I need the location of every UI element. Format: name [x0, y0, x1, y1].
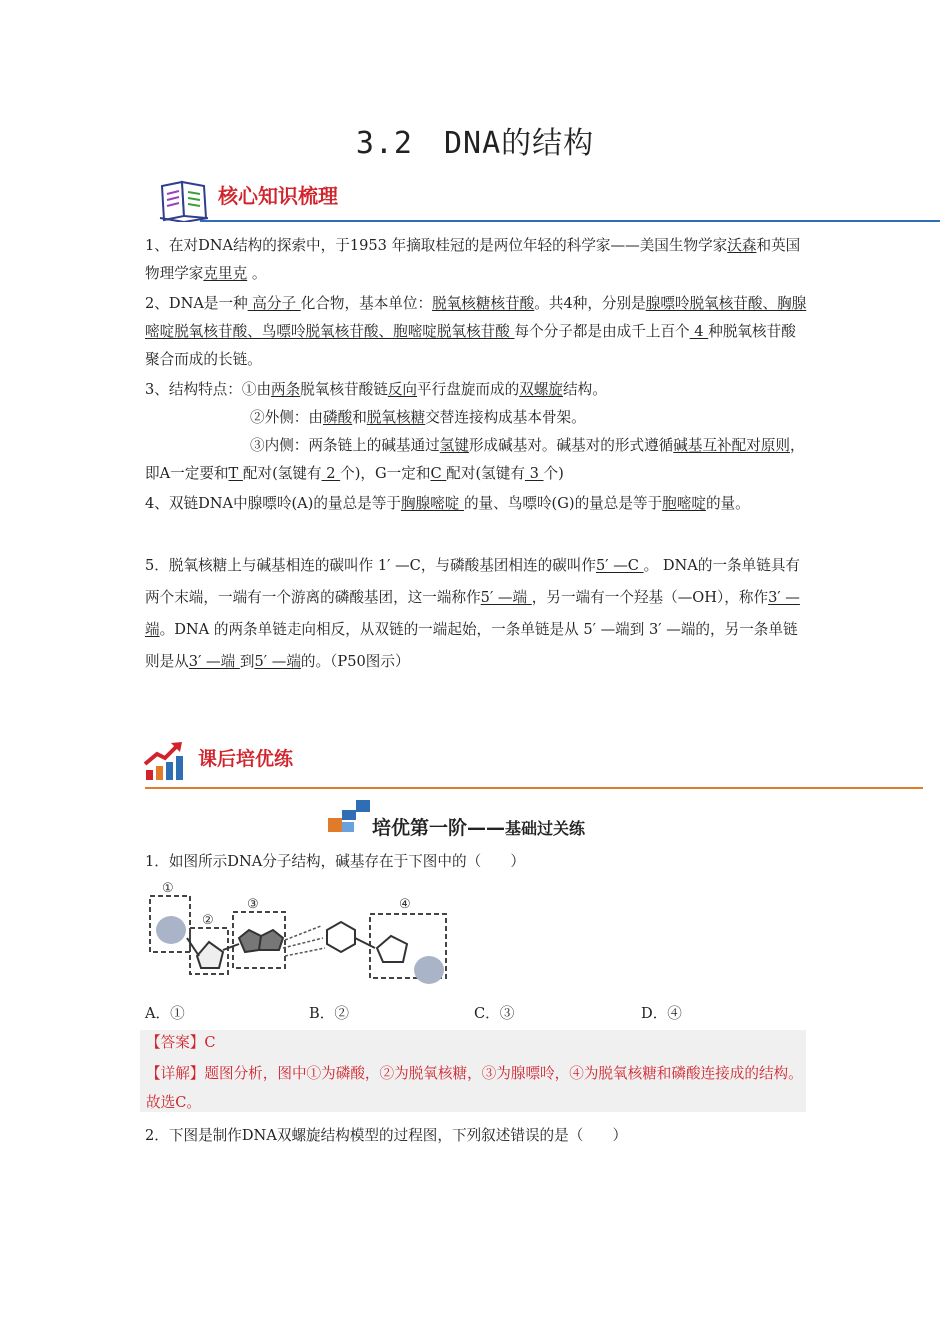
answer-value: C — [204, 1034, 216, 1051]
question-1-stem: 1．如图所示DNA分子结构，碱基存在于下图中的（ ） — [145, 853, 525, 870]
section-heading-core: 核心知识梳理 — [218, 184, 338, 208]
detail-text: 【详解】题图分析，图中①为磷酸，②为脱氧核糖，③为腺嘌呤，④为脱氧核糖和磷酸连接成的结构。故选C。 — [146, 1065, 803, 1111]
option-c[interactable]: C．③ — [474, 1005, 515, 1022]
option-d[interactable]: D．④ — [641, 1005, 682, 1022]
knowledge-item-5: 5．脱氧核糖上与碱基相连的碳叫作 1′ —C，与磷酸基团相连的碳叫作5′ —C 。 DNA的一条单链具有两个末端，一端有一个游离的磷酸基团，这一端称作5′ —端 ，另一端有一个羟基（—OH），称作3′ —端。DNA 的两条单链走向相反，从双链的一端起始，一条单链是从 5′ —端到 3′ —端的，另一条单链则是从3′ —端 到5′ —端的。（P50图示） — [145, 557, 801, 670]
growth-chart-icon — [143, 740, 185, 782]
knowledge-item-3: 3、结构特点：①由两条脱氧核苷酸链反向平行盘旋而成的双螺旋结构。 — [145, 381, 607, 398]
section-divider-orange — [145, 787, 923, 789]
figure-label-3: ③ — [247, 897, 259, 912]
knowledge-item-3-inner: ③内侧：两条链上的碱基通过氢键形成碱基对。碱基对的形式遵循碱基互补配对原则，即A一定要和T 配对(氢键有 2 个)，G一定和C 配对(氢键有 3 个) — [145, 437, 805, 482]
figure-label-4: ④ — [399, 897, 411, 912]
tier-heading: 培优第一阶——基础过关练 — [372, 817, 586, 839]
option-a[interactable]: A．① — [145, 1005, 185, 1022]
knowledge-item-1: 1、在对DNA结构的探索中，于1953 年摘取桂冠的是两位年轻的科学家——美国生物学家沃森和英国物理学家克里克 。 — [145, 237, 801, 282]
option-b[interactable]: B．② — [309, 1005, 349, 1022]
section-divider — [200, 220, 940, 222]
section-heading-practice: 课后培优练 — [198, 748, 294, 770]
answer-label: 【答案】 — [146, 1034, 205, 1051]
dna-structure-figure — [145, 878, 455, 990]
knowledge-item-2: 2、DNA是一种 高分子 化合物，基本单位：脱氧核糖核苷酸。共4种，分别是腺嘌呤脱氧核苷酸、胸腺嘧啶脱氧核苷酸、鸟嘌呤脱氧核苷酸、胞嘧啶脱氧核苷酸 每个分子都是由成千上百个 4 种脱氧核苷酸聚合而成的长链。 — [145, 295, 807, 368]
knowledge-item-4: 4、双链DNA中腺嘌呤(A)的量总是等于胸腺嘧啶 的量、鸟嘌呤(G)的量总是等于胞嘧啶的量。 — [145, 495, 750, 512]
book-icon — [158, 178, 210, 222]
answer-line — [146, 1028, 806, 1058]
figure-label-2: ② — [202, 913, 214, 928]
detail-label: 【详解】 — [146, 1065, 205, 1082]
stairs-icon — [328, 800, 372, 834]
knowledge-item-3-outer: ②外侧：由磷酸和脱氧核糖交替连接构成基本骨架。 — [250, 409, 586, 426]
figure-label-1: ① — [162, 881, 174, 896]
question-2-stem: 2．下图是制作DNA双螺旋结构模型的过程图，下列叙述错误的是（ ） — [145, 1127, 628, 1144]
page-title: 3.2 DNA的结构 — [355, 126, 595, 161]
